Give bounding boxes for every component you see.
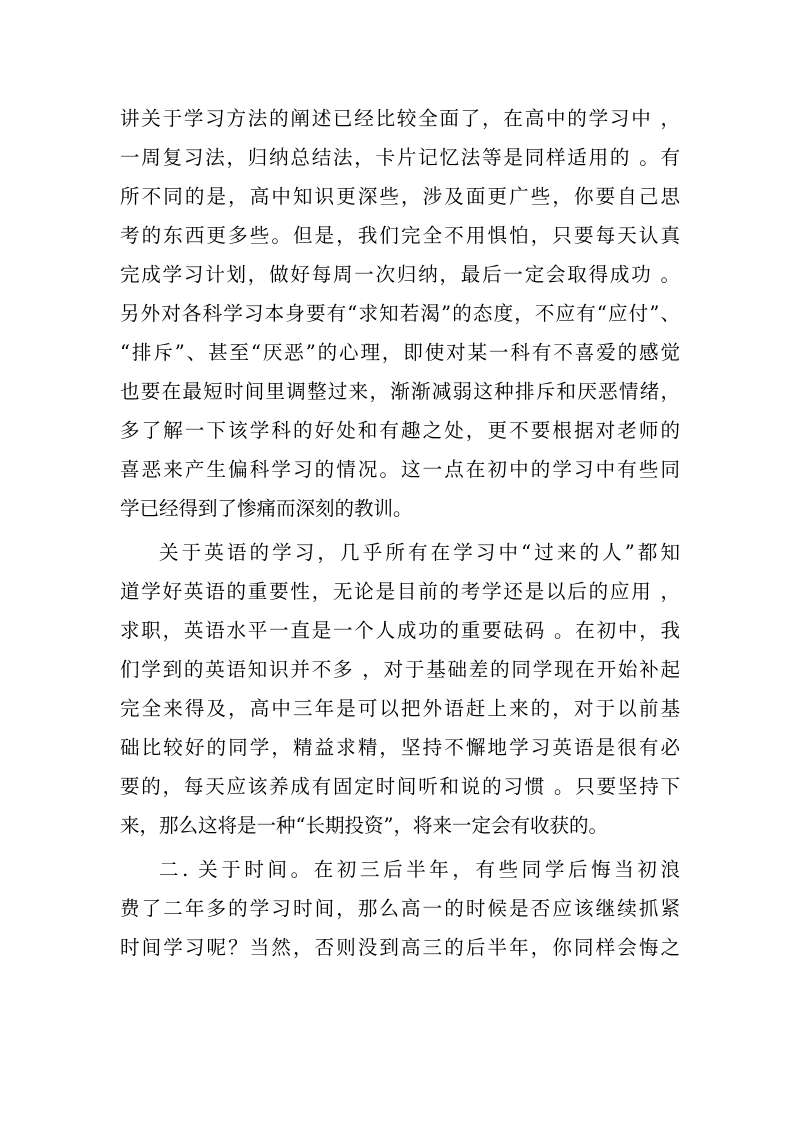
text-line: 费了二年多的学习时间，那么高一的时候是否应该继续抓紧 [120,897,680,920]
text-line: 求职，英语水平一直是一个人成功的重要砝码 。在初中，我 [120,619,680,642]
text-line: 另外对各科学习本身要有“求知若渴”的态度，不应有“应付”、 [120,302,680,325]
text-line: 多了解一下该学科的好处和有趣之处，更不要根据对老师的 [120,419,680,442]
text-line: 道学好英语的重要性，无论是目前的考学还是以后的应用 ， [120,580,680,603]
text-line: 时间学习呢？当然，否则没到高三的后半年，你同样会悔之 [120,936,680,959]
text-line: 们学到的英语知识并不多 ，对于基础差的同学现在开始补起 [120,658,680,681]
text-line: 础比较好的同学，精益求精，坚持不懈地学习英语是很有必 [120,736,680,759]
text-line: 二. 关于时间。在初三后半年，有些同学后悔当初浪 [159,858,680,881]
text-line: 一周复习法，归纳总结法，卡片记忆法等是同样适用的 。有 [120,146,680,169]
text-line: 所不同的是，高中知识更深些，涉及面更广些，你要自己思 [120,185,680,208]
text-line: 完成学习计划，做好每周一次归纳，最后一定会取得成功 。 [120,263,680,286]
text-line: 要的，每天应该养成有固定时间听和说的习惯 。只要坚持下 [120,775,680,798]
text-line: 考的东西更多些。但是，我们完全不用惧怕，只要每天认真 [120,224,680,247]
text-line: 完全来得及，高中三年是可以把外语赶上来的，对于以前基 [120,697,680,720]
text-line: 学已经得到了惨痛而深刻的教训。 [120,497,413,520]
text-line: 来，那么这将是一种“长期投资”，将来一定会有收获的。 [120,814,608,837]
text-line: 讲关于学习方法的阐述已经比较全面了，在高中的学习中 ， [120,107,680,130]
text-line: “排斥”、甚至“厌恶”的心理，即使对某一科有不喜爱的感觉 [120,341,680,364]
text-line: 喜恶来产生偏科学习的情况。这一点在初中的学习中有些同 [120,458,680,481]
text-line: 也要在最短时间里调整过来，渐渐减弱这种排斥和厌恶情绪， [120,380,680,403]
text-line: 关于英语的学习，几乎所有在学习中“过来的人”都知 [159,541,680,564]
